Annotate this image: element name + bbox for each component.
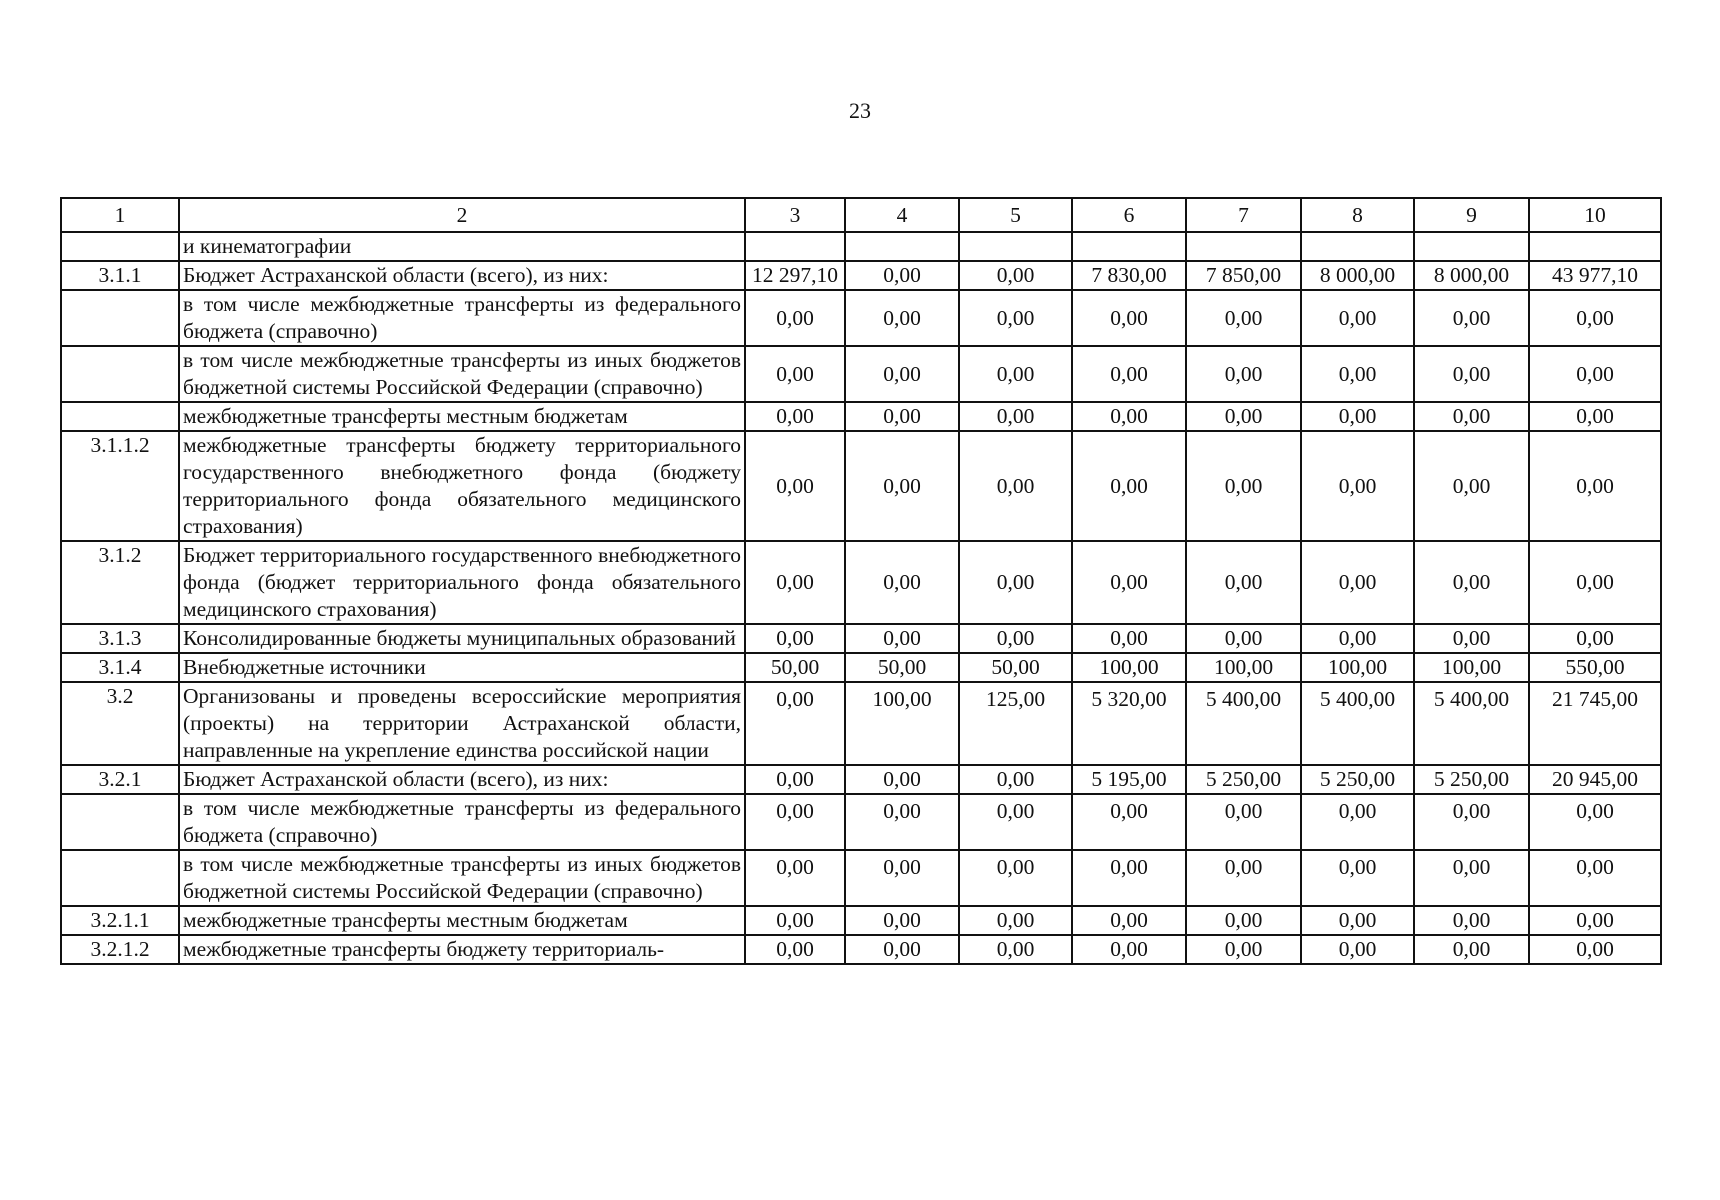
value-cell: 0,00 (1186, 850, 1301, 906)
value-cell: 0,00 (845, 794, 959, 850)
column-header: 10 (1529, 198, 1661, 232)
value-cell (959, 232, 1072, 261)
value-cell: 0,00 (1186, 624, 1301, 653)
row-code: 3.2 (61, 682, 179, 765)
row-code: 3.1.3 (61, 624, 179, 653)
column-header: 6 (1072, 198, 1186, 232)
row-description: межбюджетные трансферты бюджету территориального государственного внебюджетного фонда (бюджету территориального фонда обязательного медицинского страхования) (179, 431, 745, 541)
value-cell: 0,00 (845, 765, 959, 794)
column-header: 7 (1186, 198, 1301, 232)
value-cell: 100,00 (1414, 653, 1529, 682)
value-cell (845, 232, 959, 261)
value-cell: 0,00 (1301, 402, 1414, 431)
value-cell: 0,00 (1301, 850, 1414, 906)
value-cell: 5 400,00 (1301, 682, 1414, 765)
value-cell: 0,00 (1414, 794, 1529, 850)
column-header: 3 (745, 198, 845, 232)
value-cell (1301, 232, 1414, 261)
table-row (61, 935, 1661, 964)
column-header: 8 (1301, 198, 1414, 232)
row-code: 3.1.1 (61, 261, 179, 290)
row-description: в том числе межбюджетные трансферты из федерального бюджета (справочно) (179, 794, 745, 850)
table-row (61, 794, 1661, 850)
value-cell: 0,00 (1186, 346, 1301, 402)
value-cell: 0,00 (959, 624, 1072, 653)
value-cell: 0,00 (959, 290, 1072, 346)
row-code (61, 232, 179, 261)
value-cell: 0,00 (1529, 541, 1661, 624)
value-cell: 8 000,00 (1301, 261, 1414, 290)
value-cell: 0,00 (1186, 402, 1301, 431)
value-cell: 0,00 (1301, 431, 1414, 541)
row-description: в том числе межбюджетные трансферты из федерального бюджета (справочно) (179, 290, 745, 346)
row-description: и кинематографии (179, 232, 745, 261)
value-cell: 0,00 (1529, 850, 1661, 906)
value-cell: 0,00 (845, 402, 959, 431)
value-cell: 0,00 (1186, 431, 1301, 541)
row-description: Организованы и проведены всероссийские мероприятия (проекты) на территории Астраханской области, направленные на укрепление единства российской нации (179, 682, 745, 765)
value-cell: 0,00 (745, 906, 845, 935)
row-code: 3.2.1 (61, 765, 179, 794)
value-cell: 5 250,00 (1301, 765, 1414, 794)
value-cell: 12 297,10 (745, 261, 845, 290)
value-cell: 0,00 (1529, 346, 1661, 402)
table-row (61, 541, 1661, 624)
value-cell: 0,00 (745, 765, 845, 794)
value-cell: 0,00 (1072, 541, 1186, 624)
table-row (61, 346, 1661, 402)
value-cell: 0,00 (745, 682, 845, 765)
value-cell: 0,00 (1301, 541, 1414, 624)
value-cell: 0,00 (1186, 290, 1301, 346)
table-row (61, 682, 1661, 765)
value-cell: 5 195,00 (1072, 765, 1186, 794)
column-header: 5 (959, 198, 1072, 232)
row-description: межбюджетные трансферты бюджету территориаль- (179, 935, 745, 964)
row-description: Внебюджетные источники (179, 653, 745, 682)
row-description: Бюджет Астраханской области (всего), из них: (179, 261, 745, 290)
value-cell: 0,00 (1301, 624, 1414, 653)
column-header: 1 (61, 198, 179, 232)
value-cell: 0,00 (1072, 906, 1186, 935)
value-cell: 50,00 (845, 653, 959, 682)
table-row (61, 765, 1661, 794)
value-cell: 0,00 (1414, 624, 1529, 653)
value-cell: 50,00 (959, 653, 1072, 682)
page-number: 23 (849, 98, 871, 123)
value-cell: 0,00 (1072, 290, 1186, 346)
row-code: 3.2.1.2 (61, 935, 179, 964)
value-cell: 0,00 (845, 290, 959, 346)
header-row (61, 198, 1661, 232)
value-cell (745, 232, 845, 261)
column-header: 2 (179, 198, 745, 232)
value-cell: 100,00 (1301, 653, 1414, 682)
value-cell: 0,00 (1529, 935, 1661, 964)
value-cell: 0,00 (1072, 402, 1186, 431)
row-description: межбюджетные трансферты местным бюджетам (179, 402, 745, 431)
value-cell: 0,00 (745, 402, 845, 431)
value-cell: 0,00 (745, 850, 845, 906)
value-cell: 0,00 (1072, 794, 1186, 850)
row-code (61, 850, 179, 906)
value-cell: 0,00 (1072, 346, 1186, 402)
table-row (61, 232, 1661, 261)
row-code (61, 402, 179, 431)
table-row (61, 261, 1661, 290)
value-cell: 0,00 (745, 935, 845, 964)
row-code (61, 290, 179, 346)
value-cell: 0,00 (959, 402, 1072, 431)
table-row (61, 906, 1661, 935)
value-cell: 0,00 (959, 850, 1072, 906)
value-cell: 5 400,00 (1186, 682, 1301, 765)
value-cell: 0,00 (845, 346, 959, 402)
value-cell (1072, 232, 1186, 261)
value-cell: 0,00 (1529, 794, 1661, 850)
row-description: в том числе межбюджетные трансферты из иных бюджетов бюджетной системы Российской Федерации (справочно) (179, 346, 745, 402)
value-cell: 0,00 (959, 794, 1072, 850)
table-row (61, 624, 1661, 653)
value-cell: 0,00 (1414, 541, 1529, 624)
value-cell (1414, 232, 1529, 261)
value-cell: 0,00 (845, 431, 959, 541)
value-cell: 0,00 (745, 794, 845, 850)
value-cell: 0,00 (1529, 624, 1661, 653)
row-code: 3.1.2 (61, 541, 179, 624)
value-cell: 5 400,00 (1414, 682, 1529, 765)
table-row (61, 850, 1661, 906)
value-cell: 0,00 (1186, 541, 1301, 624)
value-cell: 0,00 (1529, 290, 1661, 346)
value-cell: 100,00 (1186, 653, 1301, 682)
value-cell: 0,00 (959, 906, 1072, 935)
value-cell: 0,00 (1414, 346, 1529, 402)
value-cell: 0,00 (1414, 935, 1529, 964)
value-cell: 50,00 (745, 653, 845, 682)
value-cell: 0,00 (1414, 290, 1529, 346)
value-cell: 43 977,10 (1529, 261, 1661, 290)
value-cell: 0,00 (745, 541, 845, 624)
value-cell: 100,00 (1072, 653, 1186, 682)
value-cell: 7 830,00 (1072, 261, 1186, 290)
row-code (61, 346, 179, 402)
value-cell: 0,00 (1186, 906, 1301, 935)
row-code: 3.1.4 (61, 653, 179, 682)
value-cell: 8 000,00 (1414, 261, 1529, 290)
value-cell: 0,00 (1414, 906, 1529, 935)
value-cell: 0,00 (1072, 935, 1186, 964)
value-cell: 0,00 (1072, 850, 1186, 906)
value-cell (1529, 232, 1661, 261)
value-cell: 20 945,00 (1529, 765, 1661, 794)
value-cell: 0,00 (845, 850, 959, 906)
value-cell: 0,00 (1186, 794, 1301, 850)
value-cell: 0,00 (745, 346, 845, 402)
value-cell: 0,00 (1186, 935, 1301, 964)
value-cell: 0,00 (1301, 935, 1414, 964)
value-cell: 0,00 (959, 935, 1072, 964)
value-cell: 0,00 (959, 541, 1072, 624)
budget-table (60, 197, 1662, 965)
row-code: 3.2.1.1 (61, 906, 179, 935)
value-cell: 125,00 (959, 682, 1072, 765)
column-header: 4 (845, 198, 959, 232)
row-description: в том числе межбюджетные трансферты из иных бюджетов бюджетной системы Российской Федерации (справочно) (179, 850, 745, 906)
value-cell: 0,00 (845, 906, 959, 935)
row-description: Бюджет Астраханской области (всего), из них: (179, 765, 745, 794)
value-cell: 0,00 (745, 624, 845, 653)
value-cell: 0,00 (845, 935, 959, 964)
value-cell: 0,00 (845, 541, 959, 624)
table-row (61, 431, 1661, 541)
value-cell: 0,00 (845, 624, 959, 653)
value-cell: 0,00 (1072, 431, 1186, 541)
value-cell: 0,00 (959, 431, 1072, 541)
row-description: межбюджетные трансферты местным бюджетам (179, 906, 745, 935)
value-cell: 0,00 (1414, 850, 1529, 906)
value-cell: 0,00 (1414, 402, 1529, 431)
value-cell: 0,00 (745, 290, 845, 346)
value-cell: 5 250,00 (1186, 765, 1301, 794)
table-row (61, 402, 1661, 431)
row-code (61, 794, 179, 850)
row-code: 3.1.1.2 (61, 431, 179, 541)
row-description: Консолидированные бюджеты муниципальных образований (179, 624, 745, 653)
table-body (61, 232, 1661, 964)
value-cell: 0,00 (959, 765, 1072, 794)
value-cell: 5 250,00 (1414, 765, 1529, 794)
value-cell: 0,00 (1301, 290, 1414, 346)
value-cell: 0,00 (745, 431, 845, 541)
value-cell: 0,00 (959, 346, 1072, 402)
value-cell (1186, 232, 1301, 261)
value-cell: 0,00 (1529, 431, 1661, 541)
value-cell: 100,00 (845, 682, 959, 765)
value-cell: 0,00 (1072, 624, 1186, 653)
value-cell: 550,00 (1529, 653, 1661, 682)
value-cell: 0,00 (1529, 402, 1661, 431)
value-cell: 0,00 (1301, 346, 1414, 402)
table-row (61, 290, 1661, 346)
value-cell: 0,00 (1301, 906, 1414, 935)
table-row (61, 653, 1661, 682)
value-cell: 5 320,00 (1072, 682, 1186, 765)
value-cell: 0,00 (1529, 906, 1661, 935)
column-header: 9 (1414, 198, 1529, 232)
value-cell: 0,00 (845, 261, 959, 290)
value-cell: 21 745,00 (1529, 682, 1661, 765)
value-cell: 0,00 (1301, 794, 1414, 850)
value-cell: 0,00 (1414, 431, 1529, 541)
value-cell: 0,00 (959, 261, 1072, 290)
value-cell: 7 850,00 (1186, 261, 1301, 290)
row-description: Бюджет территориального государственного внебюджетного фонда (бюджет территориального фонда обязательного медицинского страхования) (179, 541, 745, 624)
